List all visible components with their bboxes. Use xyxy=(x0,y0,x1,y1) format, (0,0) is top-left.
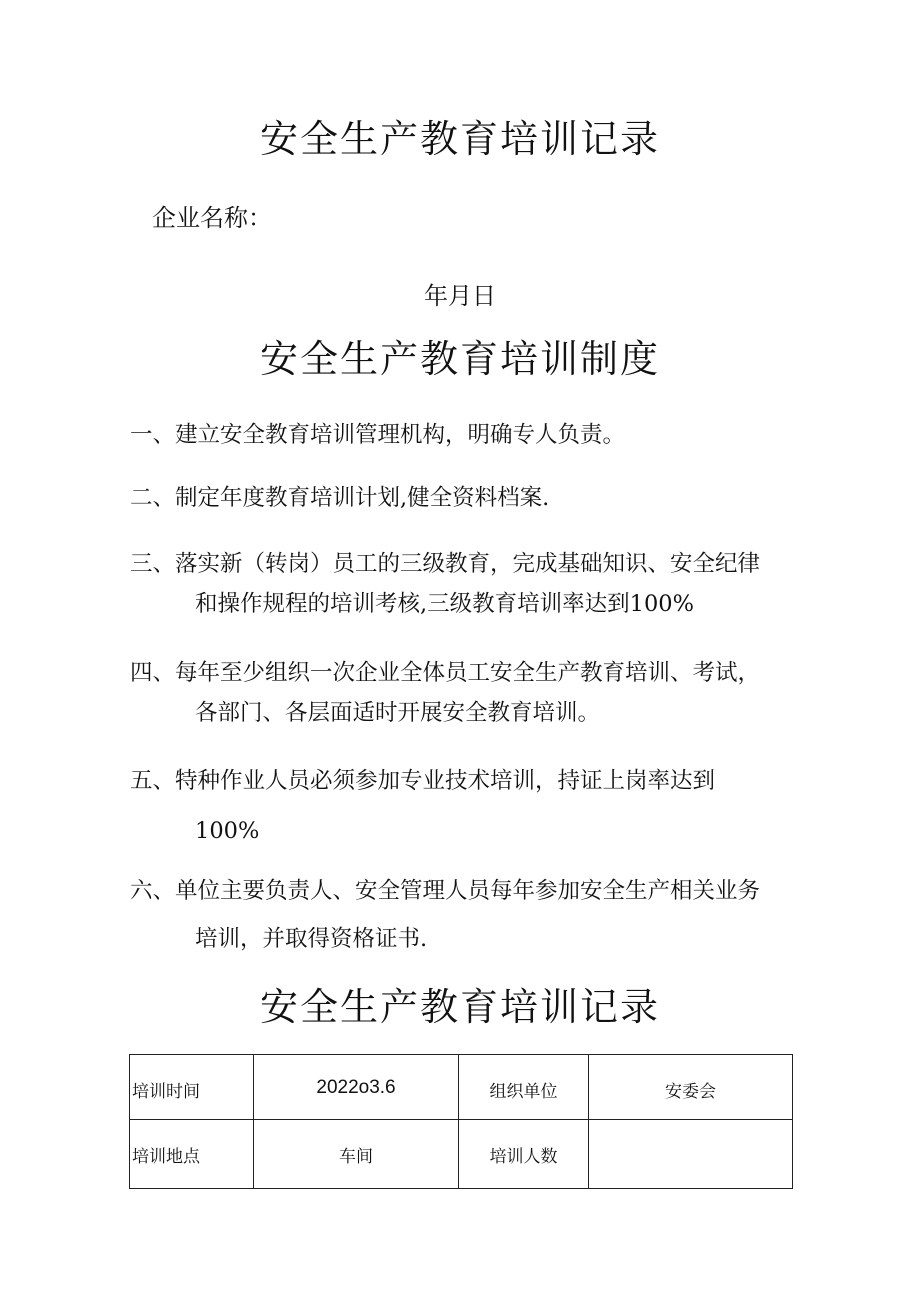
policy-item-4: 四、每年至少组织一次企业全体员工安全生产教育培训、考试， xyxy=(130,660,761,686)
company-name-label: 企业名称： xyxy=(152,204,272,232)
record-table-title: 安全生产教育培训记录 xyxy=(259,985,660,1029)
training-location-label: 培训地点 xyxy=(130,1120,254,1189)
training-location-value: 车间 xyxy=(254,1120,459,1189)
training-record-table xyxy=(129,1054,793,1189)
training-time-label: 培训时间 xyxy=(130,1055,254,1120)
policy-item-3: 三、落实新（转岗）员工的三级教育，完成基础知识、安全纪律 xyxy=(130,551,761,577)
training-time-value: 2022o3.6 xyxy=(254,1055,459,1120)
organizer-value: 安委会 xyxy=(589,1055,793,1120)
policy-item-1: 一、建立安全教育培训管理机构，明确专人负责。 xyxy=(130,422,626,448)
date-line: 年月日 xyxy=(424,282,496,310)
policy-item-3-cont: 和操作规程的培训考核,三级教育培训率达到100% xyxy=(195,591,694,617)
policy-item-5-cont: 100% xyxy=(195,818,260,844)
policy-item-5: 五、特种作业人员必须参加专业技术培训，持证上岗率达到 xyxy=(130,768,716,794)
table-row xyxy=(130,1120,793,1189)
policy-item-6-cont: 培训，并取得资格证书. xyxy=(195,926,428,952)
record-title: 安全生产教育培训记录 xyxy=(259,117,660,161)
organizer-label: 组织单位 xyxy=(459,1055,589,1120)
attendee-count-value xyxy=(589,1120,793,1189)
policy-item-6: 六、单位主要负责人、安全管理人员每年参加安全生产相关业务 xyxy=(130,878,761,904)
policy-title: 安全生产教育培训制度 xyxy=(259,337,660,381)
policy-item-2: 二、制定年度教育培训计划,健全资料档案. xyxy=(130,485,550,511)
table-row xyxy=(130,1055,793,1120)
attendee-count-label: 培训人数 xyxy=(459,1120,589,1189)
policy-item-4-cont: 各部门、各层面适时开展安全教育培训。 xyxy=(195,700,601,726)
